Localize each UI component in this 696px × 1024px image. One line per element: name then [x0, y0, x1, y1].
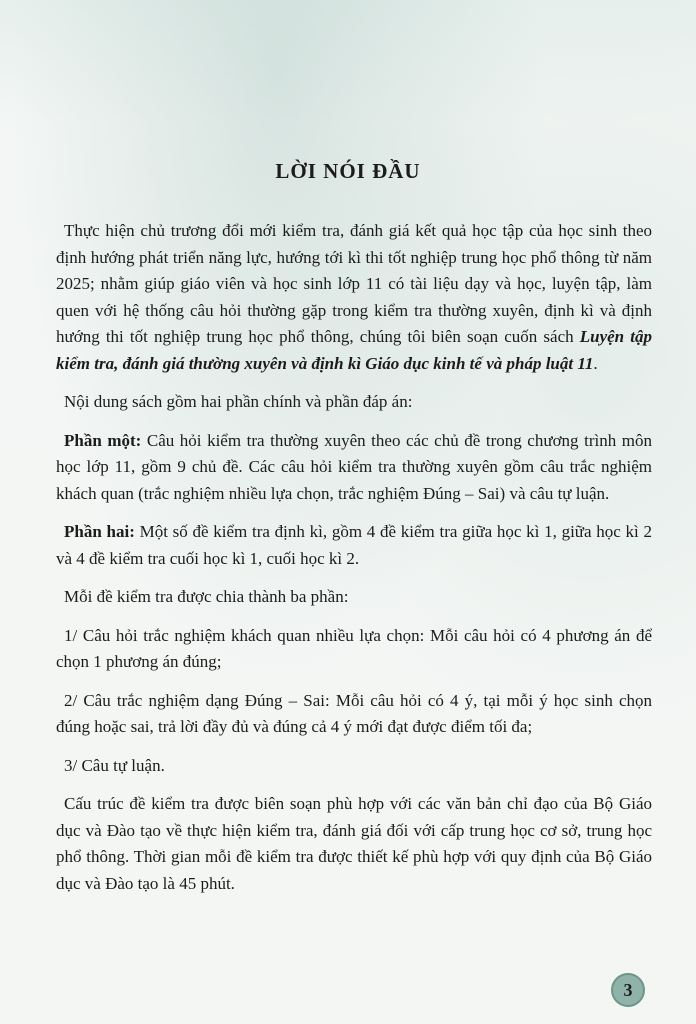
paragraph-intro [56, 218, 652, 377]
book-title: Luyện tập kiểm tra, đánh giá thường xuyên và định kì Giáo dục kinh tế và pháp luật 11 [56, 327, 652, 373]
paragraph-conclusion: Cấu trúc đề kiểm tra được biên soạn phù hợp với các văn bản chỉ đạo của Bộ Giáo dục và Đào tạo về thực hiện kiểm tra, đánh giá đối với cấp trung học cơ sở, trung học phổ thông. Thời gian mỗi đề kiểm tra được thiết kế phù hợp với quy định của Bộ Giáo dục và Đào tạo là 45 phút. [56, 794, 652, 893]
page-number-badge: 3 [611, 973, 645, 1007]
intro-end: . [593, 353, 598, 373]
part-two-text: Một số đề kiểm tra định kì, gồm 4 đề kiểm tra giữa học kì 1, giữa học kì 2 và 4 đề kiểm tra cuối học kì 1, cuối học kì 2. [56, 522, 653, 568]
part-two-label: Phần hai: [64, 522, 135, 541]
paragraph-test-structure: Mỗi đề kiểm tra được chia thành ba phần: [64, 587, 349, 606]
paragraph-item-2: 2/ Câu trắc nghiệm dạng Đúng – Sai: Mỗi câu hỏi có 4 ý, tại mỗi ý học sinh chọn đúng hoặc sai, trả lời đầy đủ và đúng cả 4 ý mới đạt được điểm tối đa; [56, 690, 652, 736]
preface-body [56, 218, 652, 909]
part-one-label: Phần một: [64, 430, 142, 450]
page-title: LỜI NÓI ĐẦU [275, 159, 421, 183]
paragraph-part-one [56, 428, 652, 508]
intro-text: Thực hiện chủ trương đổi mới kiểm tra, đánh giá kết quả học tập của học sinh theo định hướng phát triển năng lực, hướng tới kì thi tốt nghiệp trung học phổ thông từ năm 2025; nhằm giúp giáo viên và học sinh lớp 11 có tài liệu dạy và học, luyện tập, làm quen với hệ thống câu hỏi thường gặp trong kiểm tra thường xuyên, định kì và định hướng thi tốt nghiệp trung học phổ thông, chúng tôi biên soạn cuốn sách [56, 221, 652, 346]
part-one-text: Câu hỏi kiểm tra thường xuyên theo các chủ đề trong chương trình môn học lớp 11, gồm 9 chủ đề. Các câu hỏi kiểm tra thường xuyên gồm câu trắc nghiệm khách quan (trắc nghiệm nhiều lựa chọn, trắc nghiệm Đúng – Sai) và câu tự luận. [56, 430, 652, 503]
paragraph-item-1: 1/ Câu hỏi trắc nghiệm khách quan nhiều lựa chọn: Mỗi câu hỏi có 4 phương án để chọn 1 phương án đúng; [56, 625, 652, 671]
paragraph-content-overview: Nội dung sách gồm hai phần chính và phần đáp án: [64, 392, 413, 411]
paragraph-item-3: 3/ Câu tự luận. [64, 755, 165, 775]
paragraph-part-two [56, 519, 652, 572]
